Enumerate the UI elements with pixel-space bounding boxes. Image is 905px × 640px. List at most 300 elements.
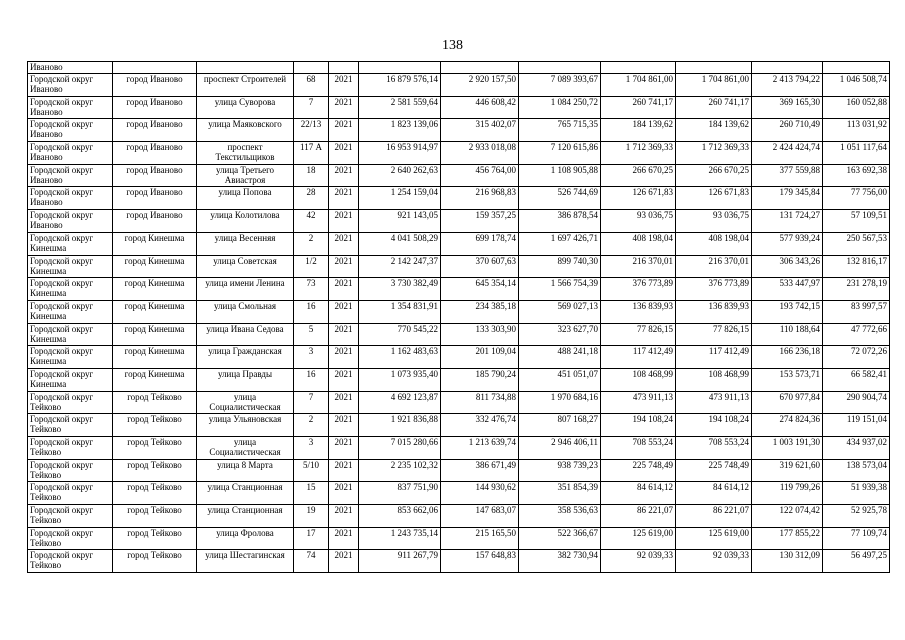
table-row: [28, 142, 890, 165]
house-number-cell: 7: [294, 391, 329, 414]
year-cell: 2021: [329, 459, 359, 482]
house-number-cell: 5/10: [294, 459, 329, 482]
city-cell: город Иваново: [113, 119, 197, 142]
amount-cell: 1 704 861,00: [601, 74, 676, 97]
house-number-cell: 5: [294, 323, 329, 346]
house-number-cell: 117 А: [294, 142, 329, 165]
amount-cell: 645 354,14: [441, 278, 519, 301]
total-cost-cell: 911 267,79: [359, 550, 441, 573]
municipality-cell: Городской округ Тейково: [28, 550, 113, 573]
amount-cell: 194 108,24: [601, 414, 676, 437]
year-cell: 2021: [329, 164, 359, 187]
amount-cell: 47 772,66: [823, 323, 890, 346]
amount-cell: 138 573,04: [823, 459, 890, 482]
street-cell: улица Ульяновская: [197, 414, 294, 437]
amount-cell: 1 003 191,30: [752, 437, 823, 460]
empty-cell: [519, 62, 601, 74]
amount-cell: 166 236,18: [752, 346, 823, 369]
amount-cell: 2 946 406,11: [519, 437, 601, 460]
amount-cell: 1 566 754,39: [519, 278, 601, 301]
city-cell: город Иваново: [113, 96, 197, 119]
amount-cell: 351 854,39: [519, 482, 601, 505]
total-cost-cell: 1 354 831,91: [359, 300, 441, 323]
year-cell: 2021: [329, 550, 359, 573]
house-number-cell: 7: [294, 96, 329, 119]
amount-cell: 57 109,51: [823, 210, 890, 233]
amount-cell: 358 536,63: [519, 505, 601, 528]
amount-cell: 2 413 794,22: [752, 74, 823, 97]
amount-cell: 1 051 117,64: [823, 142, 890, 165]
amount-cell: 765 715,35: [519, 119, 601, 142]
year-cell: 2021: [329, 119, 359, 142]
amount-cell: 2 933 018,08: [441, 142, 519, 165]
table-row: [28, 505, 890, 528]
year-cell: 2021: [329, 414, 359, 437]
house-number-cell: 17: [294, 527, 329, 550]
table-row: [28, 164, 890, 187]
amount-cell: 136 839,93: [676, 300, 752, 323]
year-cell: 2021: [329, 96, 359, 119]
municipality-cell: Городской округ Кинешма: [28, 346, 113, 369]
house-number-cell: 2: [294, 414, 329, 437]
city-cell: город Тейково: [113, 414, 197, 437]
municipality-cell: Городской округ Иваново: [28, 142, 113, 165]
city-cell: город Иваново: [113, 187, 197, 210]
amount-cell: 84 614,12: [601, 482, 676, 505]
amount-cell: 86 221,07: [676, 505, 752, 528]
municipality-cell: Иваново: [28, 62, 113, 74]
amount-cell: 332 476,74: [441, 414, 519, 437]
city-cell: город Иваново: [113, 164, 197, 187]
municipality-cell: Городской округ Тейково: [28, 527, 113, 550]
amount-cell: 266 670,25: [601, 164, 676, 187]
amount-cell: 122 074,42: [752, 505, 823, 528]
city-cell: город Тейково: [113, 527, 197, 550]
year-cell: 2021: [329, 527, 359, 550]
amount-cell: 473 911,13: [601, 391, 676, 414]
house-number-cell: 16: [294, 368, 329, 391]
amount-cell: 408 198,04: [676, 232, 752, 255]
amount-cell: 456 764,00: [441, 164, 519, 187]
year-cell: 2021: [329, 346, 359, 369]
amount-cell: 899 740,30: [519, 255, 601, 278]
street-cell: улица Социалистическая: [197, 391, 294, 414]
municipality-cell: Городской округ Иваново: [28, 74, 113, 97]
amount-cell: 2 920 157,50: [441, 74, 519, 97]
amount-cell: 113 031,92: [823, 119, 890, 142]
total-cost-cell: 1 921 836,88: [359, 414, 441, 437]
street-cell: улица Колотилова: [197, 210, 294, 233]
year-cell: 2021: [329, 437, 359, 460]
amount-cell: 147 683,07: [441, 505, 519, 528]
city-cell: город Кинешма: [113, 232, 197, 255]
page-number: 138: [442, 38, 463, 53]
amount-cell: 77 109,74: [823, 527, 890, 550]
municipality-cell: Городской округ Иваново: [28, 119, 113, 142]
amount-cell: 234 385,18: [441, 300, 519, 323]
table-row: [28, 278, 890, 301]
amount-cell: 376 773,89: [676, 278, 752, 301]
empty-cell: [601, 62, 676, 74]
table-row: [28, 96, 890, 119]
amount-cell: 92 039,33: [676, 550, 752, 573]
amount-cell: 52 925,78: [823, 505, 890, 528]
amount-cell: 370 607,63: [441, 255, 519, 278]
amount-cell: 125 619,00: [676, 527, 752, 550]
house-number-cell: 28: [294, 187, 329, 210]
amount-cell: 1 084 250,72: [519, 96, 601, 119]
amount-cell: 131 724,27: [752, 210, 823, 233]
year-cell: 2021: [329, 505, 359, 528]
city-cell: город Тейково: [113, 391, 197, 414]
amount-cell: 369 165,30: [752, 96, 823, 119]
amount-cell: 526 744,69: [519, 187, 601, 210]
house-number-cell: 3: [294, 437, 329, 460]
amount-cell: 290 904,74: [823, 391, 890, 414]
continuation-row: [28, 62, 890, 74]
amount-cell: 194 108,24: [676, 414, 752, 437]
table-row: [28, 119, 890, 142]
empty-cell: [359, 62, 441, 74]
empty-cell: [676, 62, 752, 74]
table-row: [28, 459, 890, 482]
amount-cell: 451 051,07: [519, 368, 601, 391]
amount-cell: 225 748,49: [676, 459, 752, 482]
total-cost-cell: 1 162 483,63: [359, 346, 441, 369]
amount-cell: 77 826,15: [601, 323, 676, 346]
amount-cell: 126 671,83: [601, 187, 676, 210]
total-cost-cell: 1 073 935,40: [359, 368, 441, 391]
amount-cell: 7 120 615,86: [519, 142, 601, 165]
year-cell: 2021: [329, 300, 359, 323]
house-number-cell: 2: [294, 232, 329, 255]
total-cost-cell: 770 545,22: [359, 323, 441, 346]
amount-cell: 51 939,38: [823, 482, 890, 505]
municipality-cell: Городской округ Кинешма: [28, 323, 113, 346]
city-cell: город Кинешма: [113, 346, 197, 369]
amount-cell: 1 213 639,74: [441, 437, 519, 460]
amount-cell: 938 739,23: [519, 459, 601, 482]
city-cell: город Кинешма: [113, 255, 197, 278]
amount-cell: 225 748,49: [601, 459, 676, 482]
house-number-cell: 68: [294, 74, 329, 97]
street-cell: улица Попова: [197, 187, 294, 210]
total-cost-cell: 853 662,06: [359, 505, 441, 528]
street-cell: улица Весенняя: [197, 232, 294, 255]
amount-cell: 159 357,25: [441, 210, 519, 233]
amount-cell: 108 468,99: [601, 368, 676, 391]
amount-cell: 117 412,49: [601, 346, 676, 369]
municipality-cell: Городской округ Кинешма: [28, 255, 113, 278]
empty-cell: [823, 62, 890, 74]
amount-cell: 577 939,24: [752, 232, 823, 255]
amount-cell: 108 468,99: [676, 368, 752, 391]
empty-cell: [752, 62, 823, 74]
house-number-cell: 1/2: [294, 255, 329, 278]
street-cell: улица имени Ленина: [197, 278, 294, 301]
amount-cell: 216 370,01: [676, 255, 752, 278]
municipality-cell: Городской округ Иваново: [28, 164, 113, 187]
total-cost-cell: 2 581 559,64: [359, 96, 441, 119]
amount-cell: 250 567,53: [823, 232, 890, 255]
house-number-cell: 3: [294, 346, 329, 369]
amount-cell: 144 930,62: [441, 482, 519, 505]
amount-cell: 323 627,70: [519, 323, 601, 346]
street-cell: проспект Строителей: [197, 74, 294, 97]
amount-cell: 1 712 369,33: [676, 142, 752, 165]
year-cell: 2021: [329, 368, 359, 391]
city-cell: город Кинешма: [113, 368, 197, 391]
total-cost-cell: 4 041 508,29: [359, 232, 441, 255]
street-cell: улица Смольная: [197, 300, 294, 323]
year-cell: 2021: [329, 255, 359, 278]
amount-cell: 126 671,83: [676, 187, 752, 210]
city-cell: город Кинешма: [113, 300, 197, 323]
amount-cell: 699 178,74: [441, 232, 519, 255]
amount-cell: 408 198,04: [601, 232, 676, 255]
amount-cell: 488 241,18: [519, 346, 601, 369]
amount-cell: 386 878,54: [519, 210, 601, 233]
street-cell: улица Гражданская: [197, 346, 294, 369]
municipality-cell: Городской округ Кинешма: [28, 368, 113, 391]
empty-cell: [441, 62, 519, 74]
municipality-cell: Городской округ Иваново: [28, 96, 113, 119]
house-number-cell: 16: [294, 300, 329, 323]
table-row: [28, 346, 890, 369]
table-row: [28, 391, 890, 414]
amount-cell: 1 704 861,00: [676, 74, 752, 97]
amount-cell: 83 997,57: [823, 300, 890, 323]
total-cost-cell: 7 015 280,66: [359, 437, 441, 460]
amount-cell: 184 139,62: [676, 119, 752, 142]
street-cell: улица Фролова: [197, 527, 294, 550]
municipality-cell: Городской округ Кинешма: [28, 278, 113, 301]
house-number-cell: 42: [294, 210, 329, 233]
amount-cell: 215 165,50: [441, 527, 519, 550]
amount-cell: 306 343,26: [752, 255, 823, 278]
city-cell: город Тейково: [113, 505, 197, 528]
city-cell: город Тейково: [113, 482, 197, 505]
year-cell: 2021: [329, 391, 359, 414]
amount-cell: 260 710,49: [752, 119, 823, 142]
amount-cell: 7 089 393,67: [519, 74, 601, 97]
amount-cell: 157 648,83: [441, 550, 519, 573]
amount-cell: 110 188,64: [752, 323, 823, 346]
amount-cell: 216 370,01: [601, 255, 676, 278]
amount-cell: 811 734,88: [441, 391, 519, 414]
street-cell: улица Суворова: [197, 96, 294, 119]
year-cell: 2021: [329, 74, 359, 97]
amount-cell: 56 497,25: [823, 550, 890, 573]
municipality-cell: Городской округ Кинешма: [28, 300, 113, 323]
street-cell: улица Станционная: [197, 482, 294, 505]
house-number-cell: 19: [294, 505, 329, 528]
amount-cell: 119 151,04: [823, 414, 890, 437]
amount-cell: 376 773,89: [601, 278, 676, 301]
empty-cell: [329, 62, 359, 74]
amount-cell: 133 303,90: [441, 323, 519, 346]
table-row: [28, 368, 890, 391]
street-cell: улица Ивана Седова: [197, 323, 294, 346]
total-cost-cell: 1 823 139,06: [359, 119, 441, 142]
total-cost-cell: 1 254 159,04: [359, 187, 441, 210]
table-row: [28, 323, 890, 346]
amount-cell: 1 712 369,33: [601, 142, 676, 165]
year-cell: 2021: [329, 482, 359, 505]
amount-cell: 84 614,12: [676, 482, 752, 505]
amount-cell: 125 619,00: [601, 527, 676, 550]
table-row: [28, 437, 890, 460]
table-row: [28, 187, 890, 210]
street-cell: улица Советская: [197, 255, 294, 278]
street-cell: улица Станционная: [197, 505, 294, 528]
amount-cell: 1 046 508,74: [823, 74, 890, 97]
amount-cell: 315 402,07: [441, 119, 519, 142]
year-cell: 2021: [329, 323, 359, 346]
amount-cell: 201 109,04: [441, 346, 519, 369]
total-cost-cell: 16 879 576,14: [359, 74, 441, 97]
total-cost-cell: 2 640 262,63: [359, 164, 441, 187]
amount-cell: 2 424 424,74: [752, 142, 823, 165]
amount-cell: 93 036,75: [601, 210, 676, 233]
street-cell: улица Правды: [197, 368, 294, 391]
city-cell: город Тейково: [113, 437, 197, 460]
amount-cell: 119 799,26: [752, 482, 823, 505]
amount-cell: 179 345,84: [752, 187, 823, 210]
amount-cell: 266 670,25: [676, 164, 752, 187]
house-number-cell: 15: [294, 482, 329, 505]
empty-cell: [113, 62, 197, 74]
city-cell: город Иваново: [113, 142, 197, 165]
table-row: [28, 414, 890, 437]
city-cell: город Кинешма: [113, 278, 197, 301]
house-number-cell: 22/13: [294, 119, 329, 142]
amount-cell: 153 573,71: [752, 368, 823, 391]
amount-cell: 670 977,84: [752, 391, 823, 414]
table-row: [28, 482, 890, 505]
street-cell: улица Шестагинская: [197, 550, 294, 573]
amount-cell: 92 039,33: [601, 550, 676, 573]
year-cell: 2021: [329, 142, 359, 165]
year-cell: 2021: [329, 210, 359, 233]
street-cell: улица 8 Марта: [197, 459, 294, 482]
amount-cell: 473 911,13: [676, 391, 752, 414]
amount-cell: 708 553,24: [601, 437, 676, 460]
street-cell: улица Третьего Авиастроя: [197, 164, 294, 187]
empty-cell: [294, 62, 329, 74]
amount-cell: 132 816,17: [823, 255, 890, 278]
amount-cell: 130 312,09: [752, 550, 823, 573]
year-cell: 2021: [329, 278, 359, 301]
table-row: [28, 550, 890, 573]
amount-cell: 533 447,97: [752, 278, 823, 301]
municipality-cell: Городской округ Кинешма: [28, 232, 113, 255]
amount-cell: 231 278,19: [823, 278, 890, 301]
municipality-cell: Городской округ Тейково: [28, 459, 113, 482]
total-cost-cell: 921 143,05: [359, 210, 441, 233]
housing-register-table: [27, 61, 890, 573]
amount-cell: 117 412,49: [676, 346, 752, 369]
municipality-cell: Городской округ Иваново: [28, 210, 113, 233]
amount-cell: 185 790,24: [441, 368, 519, 391]
amount-cell: 522 366,67: [519, 527, 601, 550]
amount-cell: 377 559,88: [752, 164, 823, 187]
amount-cell: 160 052,88: [823, 96, 890, 119]
amount-cell: 446 608,42: [441, 96, 519, 119]
amount-cell: 434 937,02: [823, 437, 890, 460]
street-cell: улица Социалистическая: [197, 437, 294, 460]
amount-cell: 708 553,24: [676, 437, 752, 460]
table-row: [28, 527, 890, 550]
amount-cell: 136 839,93: [601, 300, 676, 323]
table-row: [28, 255, 890, 278]
amount-cell: 1 108 905,88: [519, 164, 601, 187]
city-cell: город Тейково: [113, 550, 197, 573]
amount-cell: 569 027,13: [519, 300, 601, 323]
table-row: [28, 300, 890, 323]
amount-cell: 386 671,49: [441, 459, 519, 482]
table-row: [28, 210, 890, 233]
total-cost-cell: 16 953 914,97: [359, 142, 441, 165]
amount-cell: 1 697 426,71: [519, 232, 601, 255]
table-row: [28, 232, 890, 255]
city-cell: город Иваново: [113, 74, 197, 97]
table-row: [28, 74, 890, 97]
street-cell: проспект Текстильщиков: [197, 142, 294, 165]
amount-cell: 163 692,38: [823, 164, 890, 187]
amount-cell: 184 139,62: [601, 119, 676, 142]
total-cost-cell: 3 730 382,49: [359, 278, 441, 301]
amount-cell: 66 582,41: [823, 368, 890, 391]
city-cell: город Тейково: [113, 459, 197, 482]
empty-cell: [197, 62, 294, 74]
total-cost-cell: 4 692 123,87: [359, 391, 441, 414]
year-cell: 2021: [329, 232, 359, 255]
city-cell: город Иваново: [113, 210, 197, 233]
amount-cell: 319 621,60: [752, 459, 823, 482]
municipality-cell: Городской округ Тейково: [28, 505, 113, 528]
amount-cell: 274 824,36: [752, 414, 823, 437]
total-cost-cell: 2 142 247,37: [359, 255, 441, 278]
amount-cell: 1 970 684,16: [519, 391, 601, 414]
total-cost-cell: 2 235 102,32: [359, 459, 441, 482]
amount-cell: 193 742,15: [752, 300, 823, 323]
municipality-cell: Городской округ Тейково: [28, 482, 113, 505]
house-number-cell: 73: [294, 278, 329, 301]
house-number-cell: 18: [294, 164, 329, 187]
city-cell: город Кинешма: [113, 323, 197, 346]
amount-cell: 93 036,75: [676, 210, 752, 233]
municipality-cell: Городской округ Тейково: [28, 414, 113, 437]
amount-cell: 77 756,00: [823, 187, 890, 210]
amount-cell: 216 968,83: [441, 187, 519, 210]
house-number-cell: 74: [294, 550, 329, 573]
amount-cell: 72 072,26: [823, 346, 890, 369]
year-cell: 2021: [329, 187, 359, 210]
municipality-cell: Городской округ Иваново: [28, 187, 113, 210]
municipality-cell: Городской округ Тейково: [28, 437, 113, 460]
amount-cell: 177 855,22: [752, 527, 823, 550]
amount-cell: 260 741,17: [676, 96, 752, 119]
total-cost-cell: 1 243 735,14: [359, 527, 441, 550]
street-cell: улица Маяковского: [197, 119, 294, 142]
amount-cell: 382 730,94: [519, 550, 601, 573]
amount-cell: 807 168,27: [519, 414, 601, 437]
municipality-cell: Городской округ Тейково: [28, 391, 113, 414]
amount-cell: 260 741,17: [601, 96, 676, 119]
total-cost-cell: 837 751,90: [359, 482, 441, 505]
amount-cell: 77 826,15: [676, 323, 752, 346]
